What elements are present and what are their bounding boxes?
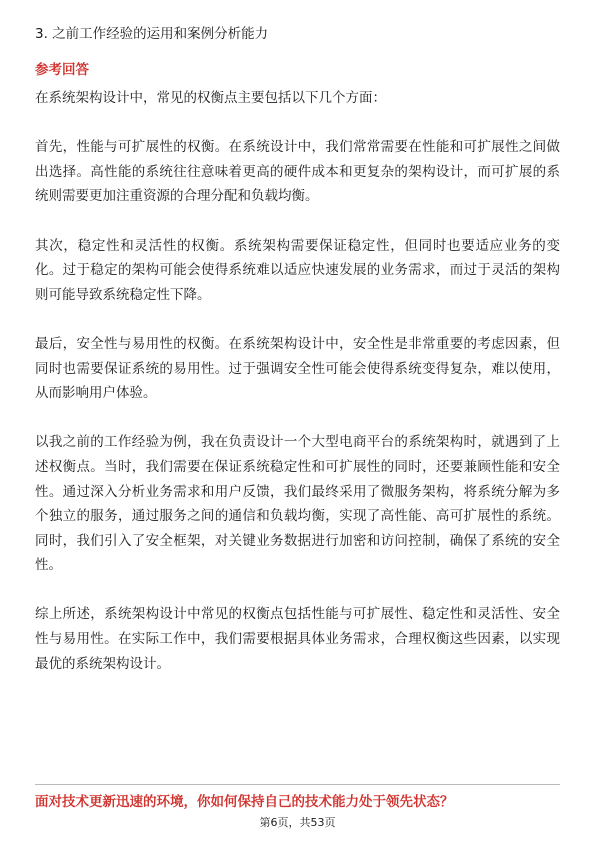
page-number: 第6页，共53页 — [259, 816, 336, 829]
answer-body — [35, 86, 560, 676]
section-title: 3. 之前工作经验的运用和案例分析能力 — [35, 26, 269, 42]
paragraph-stability-flexibility: 其次，稳定性和灵活性的权衡。系统架构需要保证稳定性，但同时也要适应业务的变化。过于稳定的架构可能会使得系统难以适应快速发展的业务需求，而过于灵活的架构则可能导致系统稳定性下降。 — [35, 237, 560, 303]
paragraph-security-usability: 最后，安全性与易用性的权衡。在系统架构设计中，安全性是非常重要的考虑因素，但同时也需要保证系统的易用性。过于强调安全性可能会使得系统变得复杂，难以使用，从而影响用户体验。 — [35, 335, 560, 402]
next-question-heading: 面对技术更新迅速的环境，你如何保持自己的技术能力处于领先状态？ — [35, 794, 454, 810]
paragraph-performance-scalability: 首先，性能与可扩展性的权衡。在系统设计中，我们常常需要在性能和可扩展性之间做出选择。高性能的系统往往意味着更高的硬件成本和更复杂的架构设计，而可扩展的系统则需要更加注重资源的合理分配和负载均衡。 — [35, 139, 560, 205]
paragraph-case-study: 以我之前的工作经验为例，我在负责设计一个大型电商平台的系统架构时，就遇到了上述权衡点。当时，我们需要在保证系统稳定性和可扩展性的同时，还要兼顾性能和安全性。通过深入分析业务需求和用户反馈，我们最终采用了微服务架构，将系统分解为多个独立的服务，通过服务之间的通信和负载均衡，实现了高性能、高可扩展性的系统。同时，我们引入了安全框架，对关键业务数据进行加密和访问控制，确保了系统的安全性。 — [35, 434, 560, 574]
paragraph-summary: 综上所述，系统架构设计中常见的权衡点包括性能与可扩展性、稳定性和灵活性、安全性与易用性。在实际工作中，我们需要根据具体业务需求，合理权衡这些因素，以实现最优的系统架构设计。 — [35, 606, 560, 672]
answer-label: 参考回答 — [35, 62, 89, 78]
paragraph-intro: 在系统架构设计中，常见的权衡点主要包括以下几个方面： — [35, 90, 386, 106]
divider — [35, 784, 560, 785]
